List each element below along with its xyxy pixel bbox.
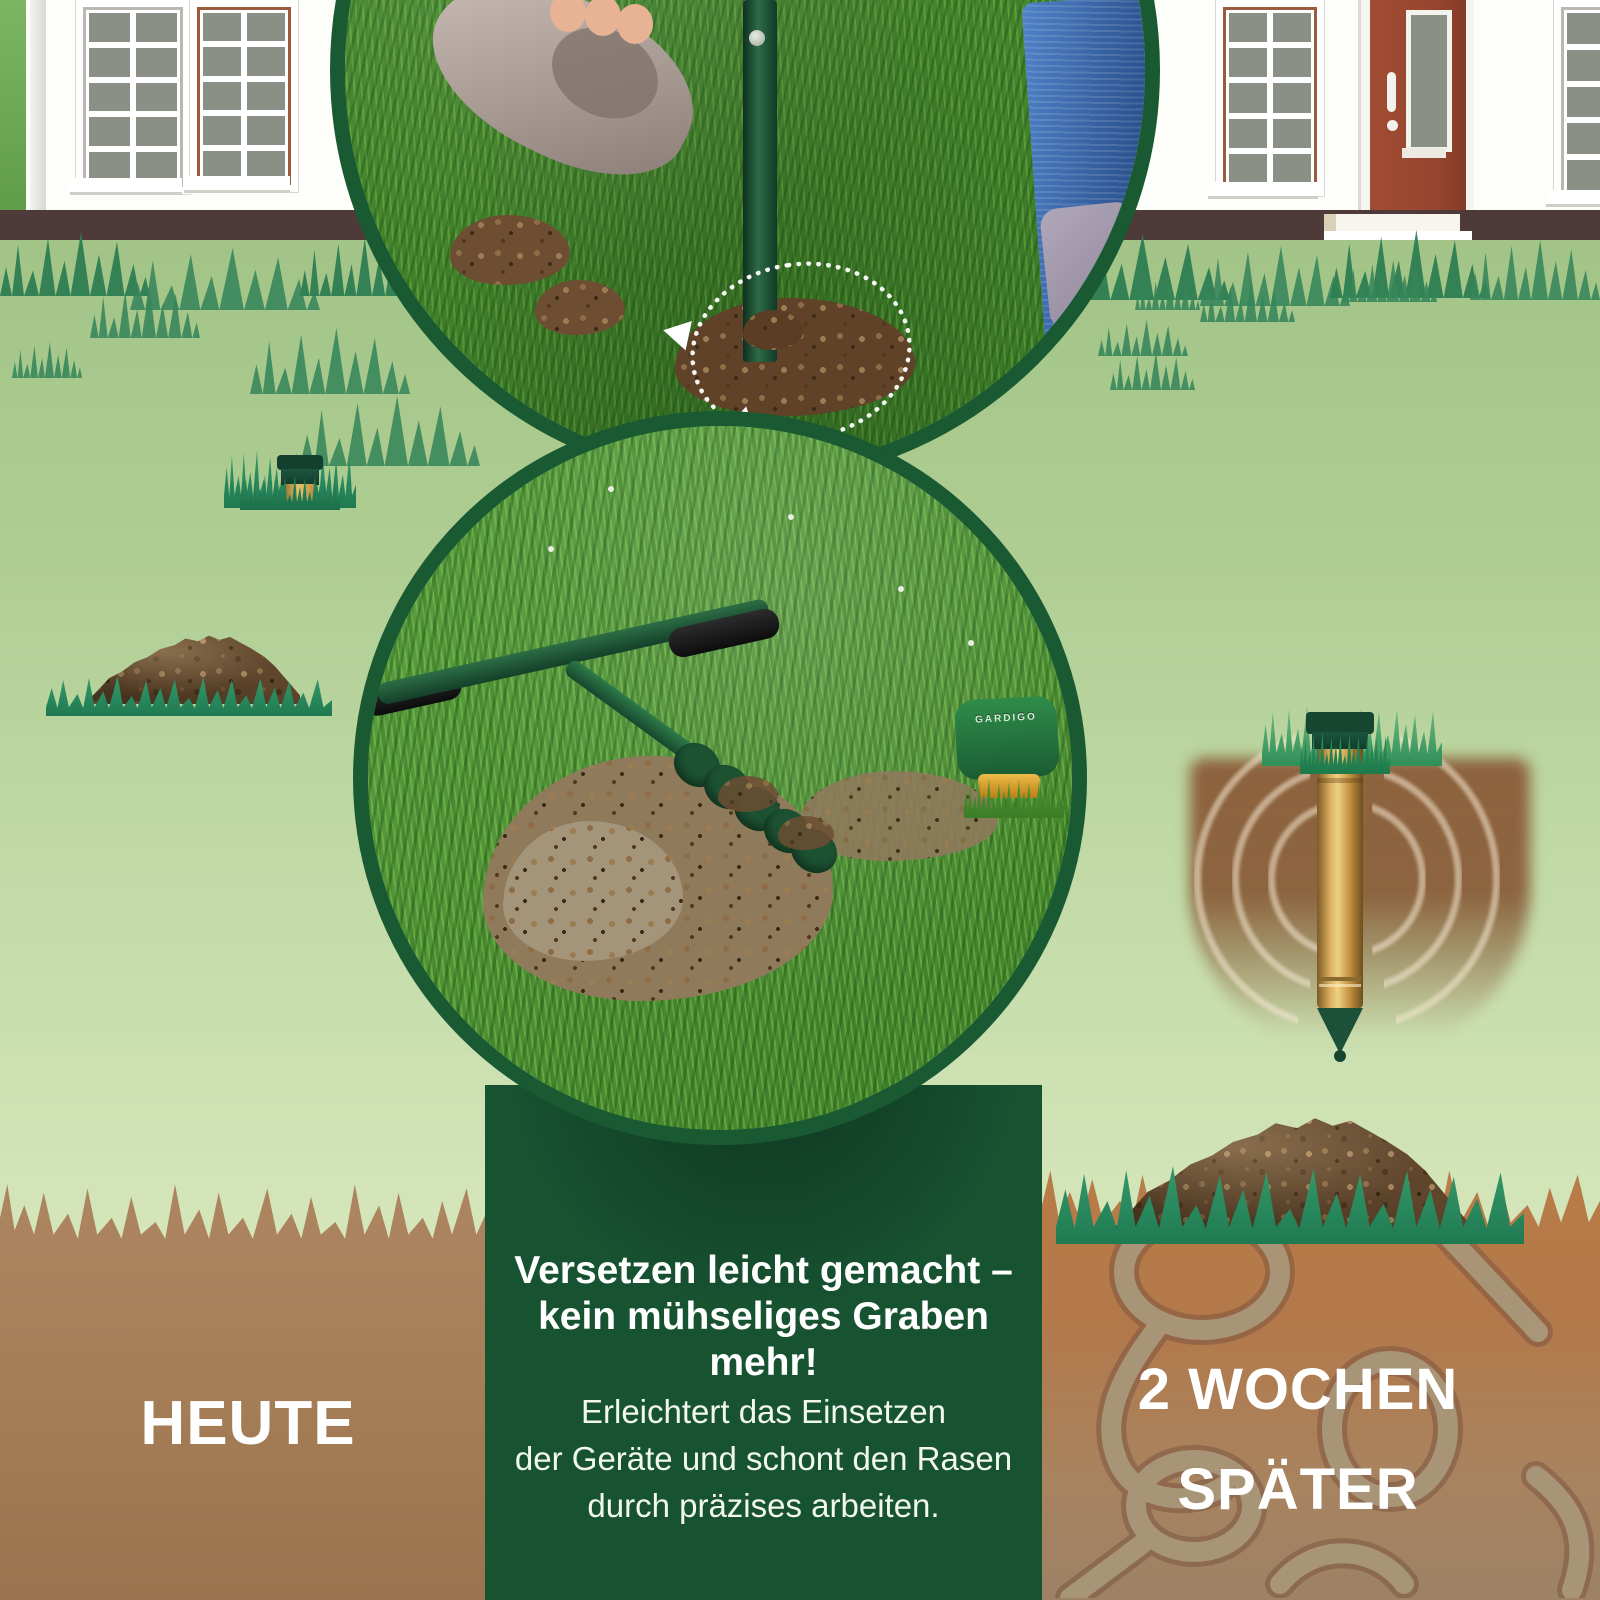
label-later-line1: 2 WOCHEN (1137, 1357, 1459, 1422)
label-two-weeks-later (1048, 1340, 1548, 1540)
daisy-dot (608, 486, 614, 492)
banner-body-line1: Erleichtert das Einsetzen (580, 1393, 946, 1430)
window-sill (1208, 182, 1318, 199)
repeller-cap-photo (954, 695, 1060, 780)
window-right-1 (1216, 0, 1324, 196)
daisy-dot (898, 586, 904, 592)
dirt-clump (535, 280, 625, 335)
repeller-tip-nub (1334, 1050, 1346, 1062)
window-panes (83, 7, 183, 187)
dirt-on-auger (778, 816, 834, 850)
banner-heading-line1: Versetzen leicht gemacht – (514, 1249, 1013, 1292)
repeller-ring (1319, 977, 1361, 981)
banner-body (485, 1388, 1042, 1529)
window-right-2 (1554, 0, 1600, 204)
repeller-gold-body (1317, 745, 1363, 1009)
banner-body-line2: der Geräte und schont den Rasen (514, 1440, 1013, 1477)
door-letter-slot (1402, 148, 1446, 158)
banner-body-line3: durch präzises arbeiten. (587, 1487, 940, 1524)
door-glass-panel (1406, 10, 1452, 152)
window-sill (70, 178, 182, 195)
window-sill (1546, 190, 1600, 207)
repeller-cap-top (1306, 712, 1374, 734)
brand-label: GARDIGO (974, 711, 1038, 726)
daisy-dot (968, 640, 974, 646)
label-today: HEUTE (140, 1389, 356, 1458)
daisy-dot (548, 546, 554, 552)
door-knob (1387, 120, 1398, 131)
person-hand (617, 4, 653, 44)
label-later-line2: SPÄTER (1177, 1457, 1419, 1522)
repeller-joint-line (1317, 778, 1363, 783)
repeller-ring (1319, 984, 1361, 987)
door-step-upper (1336, 214, 1460, 231)
dirt-clump (450, 215, 570, 285)
window-left-2 (190, 0, 298, 192)
pole-screw (749, 30, 765, 46)
banner-heading-line2: kein mühseliges Graben mehr! (538, 1295, 989, 1384)
window-left-1 (76, 0, 190, 194)
photo-circle-auger-tool (353, 411, 1087, 1145)
window-sill (184, 176, 290, 193)
jeans-knee-pad (1039, 200, 1145, 331)
door-handle (1387, 72, 1396, 112)
mini-repeller-cap-body (281, 469, 319, 485)
daisy-dot (788, 514, 794, 520)
window-panes (1561, 7, 1600, 197)
window-panes (197, 7, 291, 185)
hedge-strip (0, 0, 26, 214)
mini-repeller-cap (277, 455, 323, 470)
window-panes (1223, 7, 1317, 189)
banner-heading (485, 1248, 1042, 1386)
dirt-on-auger (718, 776, 778, 812)
